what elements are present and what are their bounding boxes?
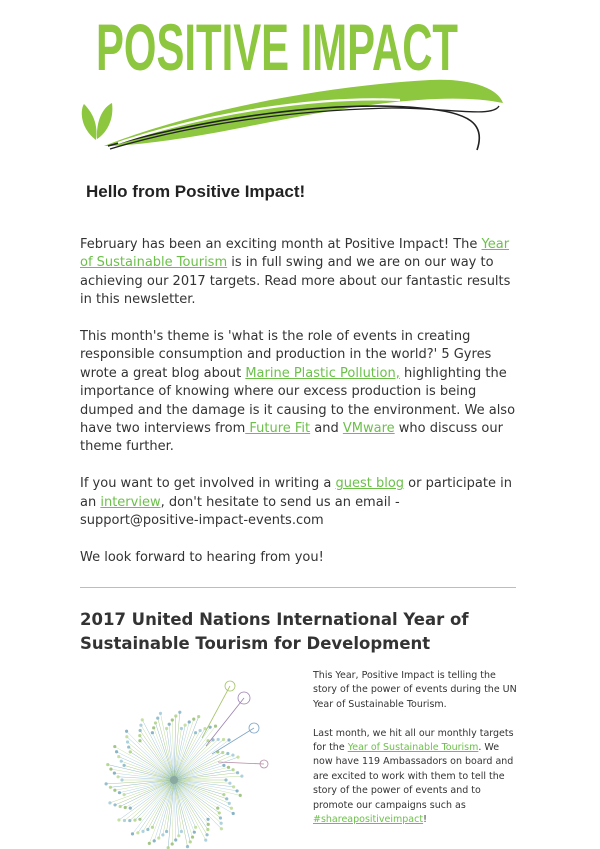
intro-paragraph-4: We look forward to hearing from you! bbox=[80, 549, 324, 565]
logo-wordmark: POSITIVE IMPACT bbox=[96, 10, 458, 84]
un-section-body bbox=[313, 669, 518, 842]
interview-link[interactable]: interview bbox=[100, 494, 161, 510]
un-year-of-sustainable-tourism-link[interactable]: Year of Sustainable Tourism bbox=[347, 742, 479, 754]
positive-impact-logo bbox=[0, 0, 600, 160]
greeting-heading: Hello from Positive Impact! bbox=[86, 182, 306, 201]
marine-plastic-pollution-link[interactable]: Marine Plastic Pollution, bbox=[245, 365, 400, 381]
un-paragraph-1: This Year, Positive Impact is telling the story of the power of events during the UN Year of Sustainable Tourism. bbox=[313, 670, 517, 710]
leaf-icon-right bbox=[97, 103, 112, 139]
intro-paragraph-3: If you want to get involved in writing a guest blog or participate in an interview, don't hesitate to send us an email - support@positive-impact-events.com bbox=[80, 476, 512, 529]
vmware-link[interactable]: VMware bbox=[342, 421, 395, 437]
leaf-icon-left bbox=[82, 104, 97, 140]
dandelion-illustration bbox=[94, 668, 304, 849]
un-section-title: 2017 United Nations International Year of Sustainable Tourism for Development bbox=[80, 610, 469, 653]
un-paragraph-2: Last month, we hit all our monthly targets for the Year of Sustainable Tourism. We now have 119 Ambassadors on board and are excited to work with them to tell the story of the power of events and to promote our campaigns such as #shareapositiveimpact! bbox=[313, 727, 514, 826]
future-fit-link[interactable]: Future Fit bbox=[245, 421, 311, 437]
guest-blog-link[interactable]: guest blog bbox=[335, 476, 405, 492]
intro-body bbox=[80, 236, 520, 586]
intro-paragraph-1: February has been an exciting month at Positive Impact! The Year of Sustainable Tourism is in full swing and we are on our way to achieving our 2017 targets. Read more about our fantastic results in this newsletter. bbox=[80, 237, 511, 308]
intro-paragraph-2: This month's theme is 'what is the role of events in creating responsible consumption and production in the world?' 5 Gyres wrote a great blog about Marine Plastic Pollution, highlighting the importance of knowing where our excess production is being dumped and the damage is it causing to the environment. We also have two interviews from Future Fit and VMware who discuss our theme further. bbox=[80, 329, 516, 455]
year-of-sustainable-tourism-link[interactable]: Year of Sustainable Tourism bbox=[80, 237, 510, 271]
share-a-positive-impact-hashtag-link[interactable]: #shareapositiveimpact bbox=[313, 814, 424, 826]
floating-seeds bbox=[202, 681, 268, 768]
section-divider bbox=[80, 587, 516, 588]
